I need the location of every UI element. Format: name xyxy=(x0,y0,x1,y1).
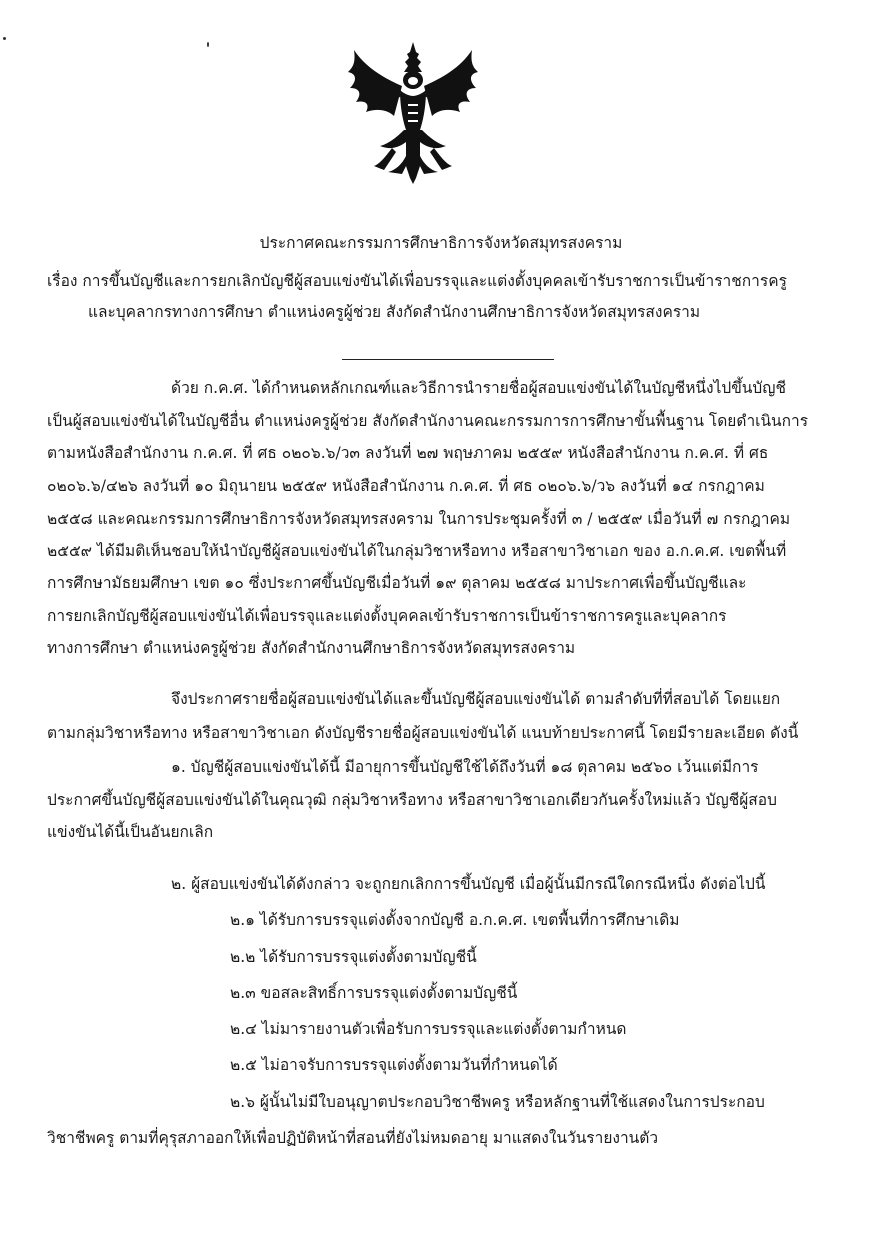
announcement-heading: ประกาศคณะกรรมการศึกษาธิการจังหวัดสมุทรสงคราม xyxy=(259,234,623,252)
sub-item: ๒.๓ ขอสละสิทธิ์การบรรจุแต่งตั้งตามบัญชีนี้ xyxy=(230,984,518,1002)
paragraph-2-line: ตามกลุ่มวิชาหรือทาง หรือสาขาวิชาเอก ดังบัญชีรายชื่อผู้สอบแข่งขันได้ แนบท้ายประกาศนี้ โดยมีรายละเอียด ดังนี้ xyxy=(47,724,799,742)
paragraph-1-line: ๐๒๐๖.๖/๔๒๖ ลงวันที่ ๑๐ มิถุนายน ๒๕๕๙ หนังสือสำนักงาน ก.ค.ศ. ที่ ศธ ๐๒๐๖.๖/ว๖ ลงวันที่ ๑๔ กรกฎาคม xyxy=(47,477,765,495)
subject-line-2: และบุคลากรทางการศึกษา ตำแหน่งครูผู้ช่วย สังกัดสำนักงานศึกษาธิการจังหวัดสมุทรสงคราม xyxy=(88,303,701,321)
divider-rule xyxy=(342,359,554,360)
subject-line-1: เรื่อง การขึ้นบัญชีและการยกเลิกบัญชีผู้สอบแข่งขันได้เพื่อบรรจุและแต่งตั้งบุคคลเข้ารับราชการเป็นข้าราชการครู xyxy=(47,272,787,290)
item-1-line: ประกาศขึ้นบัญชีผู้สอบแข่งขันได้ในคุณวุฒิ กลุ่มวิชาหรือทาง หรือสาขาวิชาเอกเดียวกันครั้งใหม่แล้ว บัญชีผู้สอบ xyxy=(47,791,777,809)
garuda-emblem-icon xyxy=(344,38,482,186)
paragraph-1-line: ทางการศึกษา ตำแหน่งครูผู้ช่วย สังกัดสำนักงานศึกษาธิการจังหวัดสมุทรสงคราม xyxy=(47,639,576,657)
sub-item-continuation: วิชาชีพครู ตามที่คุรุสภาออกให้เพื่อปฏิบัติหน้าที่สอนที่ยังไม่หมดอายุ มาแสดงในวันรายงานตัว xyxy=(47,1129,659,1147)
sub-item: ๒.๖ ผู้นั้นไม่มีใบอนุญาตประกอบวิชาชีพครู หรือหลักฐานที่ใช้แสดงในการประกอบ xyxy=(230,1093,765,1111)
item-2-line: ๒. ผู้สอบแข่งขันได้ดังกล่าว จะถูกยกเลิกการขึ้นบัญชี เมื่อผู้นั้นมีกรณีใดกรณีหนึ่ง ดังต่อไปนี้ xyxy=(171,875,766,893)
scan-speck xyxy=(3,37,6,40)
paragraph-1-line: ๒๕๕๙ ได้มีมติเห็นชอบให้นำบัญชีผู้สอบแข่งขันได้ในกลุ่มวิชาหรือทาง หรือสาขาวิชาเอก ของ อ.ก.ค.ศ. เขตพื้นที่ xyxy=(47,542,787,560)
paragraph-1-line: การยกเลิกบัญชีผู้สอบแข่งขันได้เพื่อบรรจุและแต่งตั้งบุคคลเข้ารับราชการเป็นข้าราชการครูและบุคลากร xyxy=(47,607,727,625)
paragraph-1-line: เป็นผู้สอบแข่งขันได้ในบัญชีอื่น ตำแหน่งครูผู้ช่วย สังกัดสำนักงานคณะกรรมการการศึกษาขั้นพื้นฐาน โดยดำเนินการ xyxy=(47,412,809,430)
sub-item: ๒.๒ ได้รับการบรรจุแต่งตั้งตามบัญชีนี้ xyxy=(230,948,477,966)
paragraph-1-line: ด้วย ก.ค.ศ. ได้กำหนดหลักเกณฑ์และวิธีการนำรายชื่อผู้สอบแข่งขันได้ในบัญชีหนึ่งไปขึ้นบัญชี xyxy=(171,379,786,397)
paragraph-2-line: จึงประกาศรายชื่อผู้สอบแข่งขันได้และขึ้นบัญชีผู้สอบแข่งขันได้ ตามลำดับที่ที่สอบได้ โดยแยก xyxy=(171,690,781,708)
sub-item: ๒.๑ ได้รับการบรรจุแต่งตั้งจากบัญชี อ.ก.ค.ศ. เขตพื้นที่การศึกษาเดิม xyxy=(230,911,680,929)
sub-item: ๒.๕ ไม่อาจรับการบรรจุแต่งตั้งตามวันที่กำหนดได้ xyxy=(230,1056,558,1074)
sub-item: ๒.๔ ไม่มารายงานตัวเพื่อรับการบรรจุและแต่งตั้งตามกำหนด xyxy=(230,1020,627,1038)
item-1-line: แข่งขันได้นี้เป็นอันยกเลิก xyxy=(47,823,214,841)
paragraph-1-line: ตามหนังสือสำนักงาน ก.ค.ศ. ที่ ศธ ๐๒๐๖.๖/ว๓ ลงวันที่ ๒๗ พฤษภาคม ๒๕๕๙ หนังสือสำนักงาน ก.ค.ศ. ที่ ศธ xyxy=(47,444,769,462)
paragraph-1-line: การศึกษามัธยมศึกษา เขต ๑๐ ซึ่งประกาศขึ้นบัญชีเมื่อวันที่ ๑๙ ตุลาคม ๒๕๕๘ มาประกาศเพื่อขึ้นบัญชีและ xyxy=(47,574,747,592)
paragraph-1-line: ๒๕๕๘ และคณะกรรมการศึกษาธิการจังหวัดสมุทรสงคราม ในการประชุมครั้งที่ ๓ / ๒๕๕๙ เมื่อวันที่ ๗ กรกฎาคม xyxy=(47,510,791,528)
item-1-line: ๑. บัญชีผู้สอบแข่งขันได้นี้ มีอายุการขึ้นบัญชีใช้ได้ถึงวันที่ ๑๘ ตุลาคม ๒๕๖๐ เว้นแต่มีการ xyxy=(171,758,759,776)
scan-speck xyxy=(207,42,209,47)
